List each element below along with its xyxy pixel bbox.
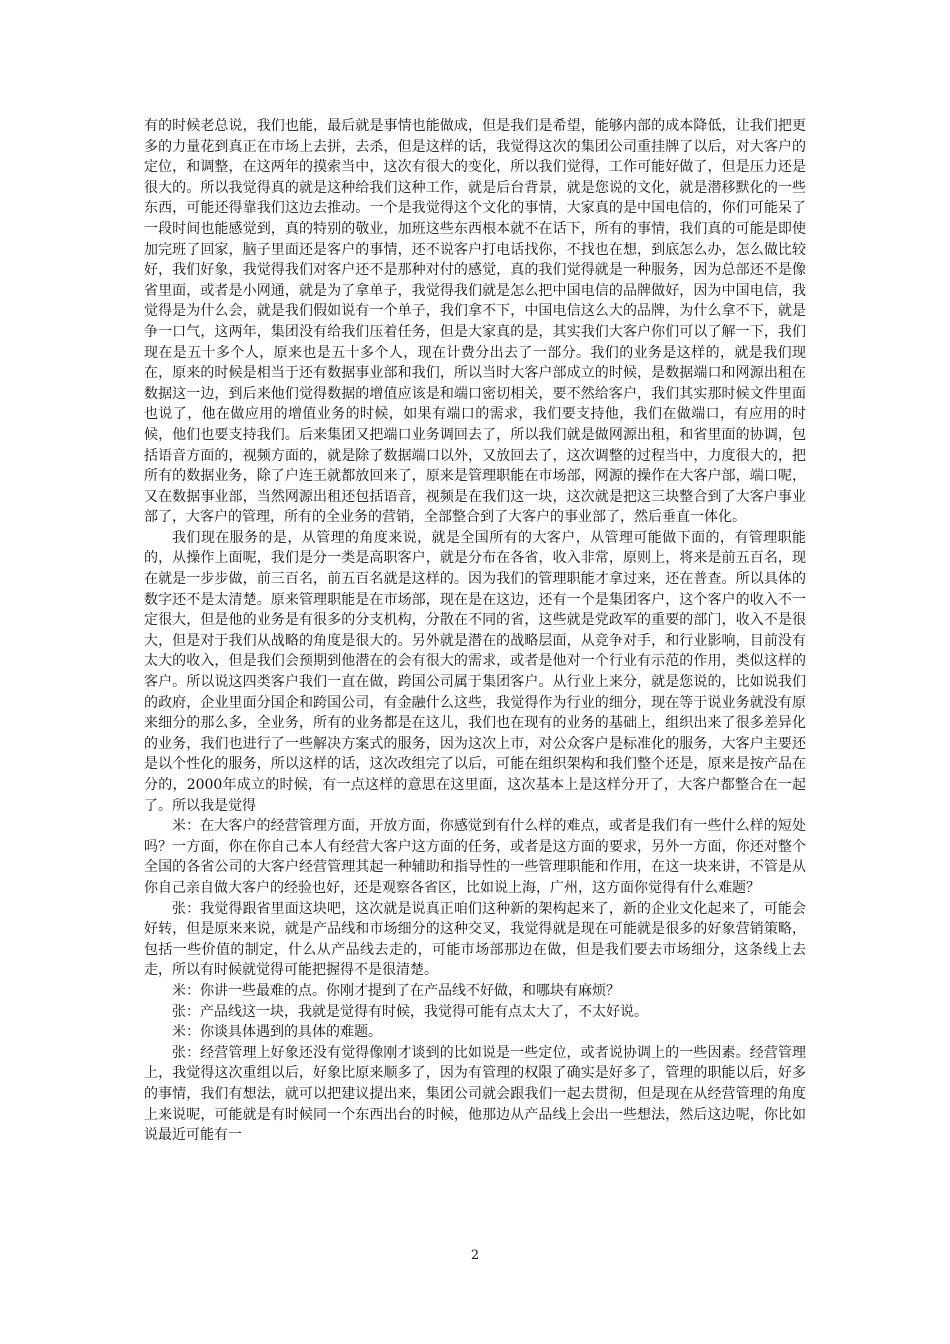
paragraph-4: 张：我觉得跟省里面这块吧，这次就是说真正咱们这种新的架构起来了，新的企业文化起来了，可能会好转，但是原来来说，就是产品线和市场细分的这种交叉，我觉得就是现在可能就是很多的好象营销策略，包括一些价值的制定，什么从产品线去走的，可能市场部那边在做，但是我们要去市场细分，这条线上去走，所以有时候就觉得可能把握得不是很清楚。: [144, 900, 806, 979]
page-number: 2: [470, 1248, 480, 1263]
document-body: [144, 116, 806, 1146]
paragraph-8: 张：经营管理上好象还没有觉得像刚才谈到的比如说是一些定位，或者说协调上的一些因素。经营管理上，我觉得这次重组以后，好象比原来顺多了，因为有管理的权限了确实是好多了，管理的职能以后，好多的事情，我们有想法，就可以把建议提出来，集团公司就会跟我们一起去贯彻，但是现在从经营管理的角度上来说呢，可能就是有时候同一个东西出台的时候，他那边从产品线上会出一些想法，然后这边呢，你比如说最近可能有一: [144, 1044, 806, 1144]
paragraph-2: 我们现在服务的是，从管理的角度来说，就是全国所有的大客户，从管理可能做下面的，有管理职能的，从操作上面呢，我们是分一类是高职客户，就是分布在各省，收入非常，原则上，将来是前五百名，现在就是一步步做，前三百名，前五百名就是这样的。因为我们的管理职能才拿过来，还在普查。所以具体的数字还不是太清楚。原来管理职能是在市场部，现在是在这边，还有一个是集团客户，这个客户的收入不一定很大，但是他的业务是有很多的分支机构，分散在不同的省，这些就是党政军的重要的部门，收入不是很大，但是对于我们从战略的角度是很大的。另外就是潜在的战略层面，从竞争对手，和行业影响，目前没有太大的收入，但是我们会预期到他潜在的会有很大的需求，或者是他对一个行业有示范的作用，类似这样的客户。所以说这四类客户我们一直在做，跨国公司属于集团客户。从行业上来分，就是您说的，比如说我们的政府，企业里面分国企和跨国公司，有金融什么这些，我觉得作为行业的细分，现在等于说业务就没有原来细分的那么多，全业务，所有的业务都是在这儿，我们也在现有的业务的基础上，组织出来了很多差异化的业务，我们也进行了一些解决方案式的服务，因为这次上市，对公众客户是标准化的服务，大客户主要还是以个性化的服务，所以这样的话，这次改组完了以后，可能在组织架构和我们整个还是，原来是按产品在分的，2000年成立的时候，有一点这样的意思在这里面，这次基本上是这样分开了，大客户都整合在一起了。所以我是觉得: [144, 529, 806, 814]
paragraph-7: 米：你谈具体遇到的具体的难题。: [172, 1024, 382, 1041]
paragraph-3: 米：在大客户的经营管理方面，开放方面，你感觉到有什么样的难点，或者是我们有一些什么样的短处吗？一方面，你在你自己本人有经营大客户这方面的任务，或者是这方面的要求，另外一方面，你还对整个全国的各省公司的大客户经营管理其起一种辅助和指导性的一些管理职能和作用，在这一块来讲，不管是从你自己亲自做大客户的经验也好，还是观察各省区，比如说上海，广州，这方面你觉得有什么难题？: [144, 818, 806, 896]
paragraph-6: 张：产品线这一块，我就是觉得有时候，我觉得可能有点太大了，不太好说。: [172, 1003, 648, 1020]
paragraph-5: 米：你讲一些最难的点。你刚才提到了在产品线不好做，和哪块有麻烦？: [172, 982, 620, 999]
paragraph-1: 有的时候老总说，我们也能，最后就是事情也能做成，但是我们是希望，能够内部的成本降低，让我们把更多的力量花到真正在市场上去拼，去杀，但是这样的话，我觉得这次的集团公司重挂牌了以后，对大客户的定位，和调整，在这两年的摸索当中，这次有很大的变化，所以我们觉得，工作可能好做了，但是压力还是很大的。所以我觉得真的就是这种给我们这种工作，就是后台背景，就是您说的文化，就是潜移默化的一些东西，可能还得靠我们这边去推动。一个是我觉得这个文化的事情，大家真的是中国电信的，你们可能呆了一段时间也能感觉到，真的特别的敬业，加班这些东西根本就不在话下，所有的事情，我们真的可能是即使加完班了回家，脑子里面还是客户的事情，还不说客户打电话找你，不找也在想，到底怎么办，怎么做比较好，我们好象，我觉得我们对客户还不是那种对付的感觉，真的我们觉得就是一种服务，因为总部还不是像省里面，或者是小网通，就是为了拿单子，我觉得我们就是怎么把中国电信的品牌做好，因为中国电信，我觉得是为什么会，就是我们假如说有一个单子，我们拿不下，中国电信这么大的品牌，为什么拿不下，就是争一口气，这两年，集团没有给我们压着任务，但是大家真的是，其实我们大客户你们可以了解一下，我们现在是五十多个人，原来也是五十多个人，现在计费分出去了一部分。我们的业务是这样的，就是我们现在，原来的时候是相当于还有数据事业部和我们，所以当时大客户部成立的时候，是数据端口和网源出租在数据这一边，到后来他们觉得数据的增值应该是和端口密切相关，要不然给客户，我们其实那时候文件里面也说了，他在做应用的增值业务的时候，如果有端口的需求，我们要支持他，我们在做端口，有应用的时候，他们也要支持我们。后来集团又把端口业务调回去了，所以我们就是做网源出租，和省里面的协调，包括语音方面的，视频方面的，就是除了数据端口以外，又放回去了，这次调整的过程当中，力度很大的，把所有的数据业务，除了户连王就都放回来了，原来是管理职能在市场部，网源的操作在大客户部，端口呢，又在数据事业部，当然网源出租还包括语音，视频是在我们这一块，这次就是把这三块整合到了大客户事业部了，大客户的管理，所有的全业务的营销，全部整合到了大客户的事业部了，然后垂直一体化。: [144, 118, 806, 526]
